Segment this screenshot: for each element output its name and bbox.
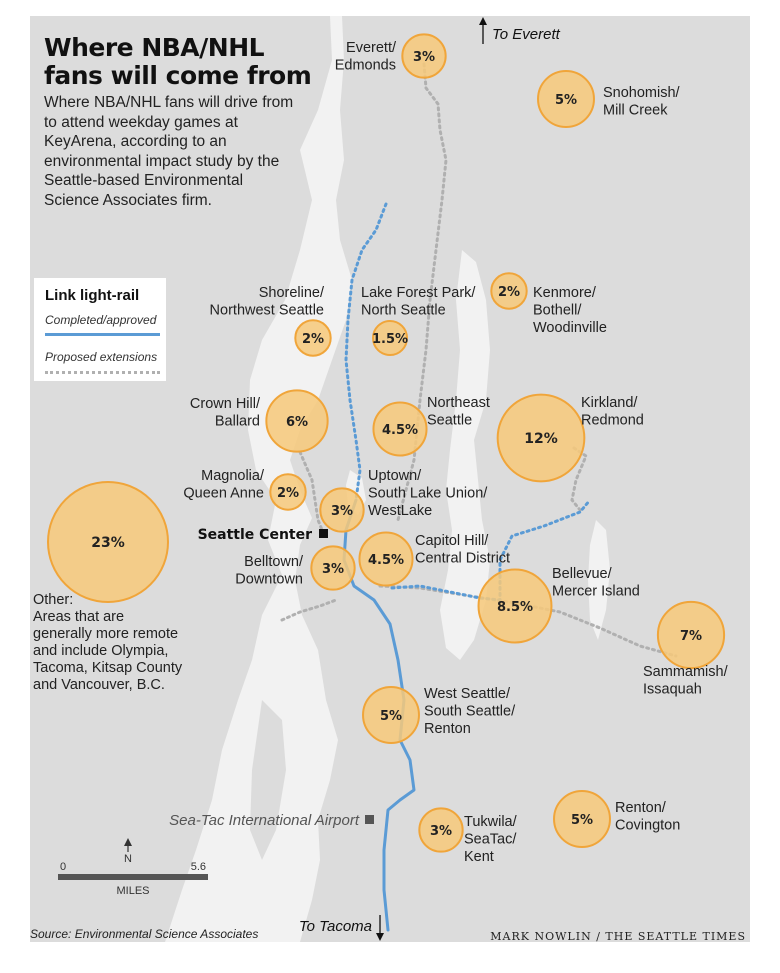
area-label-7: Kirkland/ Redmond xyxy=(581,395,644,429)
credit-line: MARK NOWLIN / THE SEATTLE TIMES xyxy=(490,930,746,943)
legend xyxy=(34,278,166,381)
area-label-12: Belltown/ Downtown xyxy=(235,554,303,588)
bubble-value-17: 5% xyxy=(570,813,594,828)
airport-marker xyxy=(365,815,374,824)
scale-start: 0 xyxy=(60,861,67,873)
airport-label: Sea-Tac International Airport xyxy=(169,812,359,829)
bubble-value-2: 2% xyxy=(301,332,325,347)
area-label-17: Renton/ Covington xyxy=(615,800,681,834)
source-note: Source: Environmental Science Associates xyxy=(30,927,259,941)
bubble-value-9: 3% xyxy=(330,504,354,519)
bubble-value-11: 4.5% xyxy=(367,553,405,568)
bubble-value-10: 23% xyxy=(91,535,125,551)
area-label-0: Everett/ Edmonds xyxy=(334,40,396,74)
scale-bar xyxy=(58,838,208,898)
bubble-value-14: 7% xyxy=(679,629,703,644)
legend-completed-label: Completed/approved xyxy=(45,313,157,327)
area-label-14: Sammamish/ Issaquah xyxy=(643,664,728,698)
north-label: N xyxy=(124,853,132,865)
bubble-value-15: 5% xyxy=(379,709,403,724)
bubble-value-4: 2% xyxy=(497,285,521,300)
scale-bar-segment xyxy=(58,874,208,880)
scale-end: 5.6 xyxy=(190,861,206,873)
bubble-value-8: 2% xyxy=(276,486,300,501)
map-title: Where NBA/NHL fans will come from xyxy=(44,33,312,90)
to-everett-label: To Everett xyxy=(492,26,560,43)
area-label-4: Kenmore/ Bothell/ Woodinville xyxy=(533,285,607,336)
legend-title: Link light-rail xyxy=(45,287,140,304)
seattle-center-marker xyxy=(319,529,328,538)
bubble-value-5: 6% xyxy=(285,415,309,430)
area-label-8: Magnolia/ Queen Anne xyxy=(183,468,264,502)
north-arrow-head xyxy=(124,838,132,846)
bubble-value-0: 3% xyxy=(412,50,436,65)
to-tacoma-label: To Tacoma xyxy=(298,918,372,935)
seattle-center-label: Seattle Center xyxy=(197,527,312,543)
bubble-value-7: 12% xyxy=(524,431,558,447)
area-label-15: West Seattle/ South Seattle/ Renton xyxy=(424,686,516,737)
area-label-1: Snohomish/ Mill Creek xyxy=(603,85,680,119)
bubble-value-1: 5% xyxy=(554,93,578,108)
area-label-9: Uptown/ South Lake Union/ WestLake xyxy=(368,468,488,519)
area-label-6: Northeast Seattle xyxy=(427,395,490,429)
area-label-3: Lake Forest Park/ North Seattle xyxy=(361,285,476,319)
legend-completed-line xyxy=(45,333,160,336)
area-label-11: Capitol Hill/ Central District xyxy=(415,533,511,567)
legend-proposed-label: Proposed extensions xyxy=(45,350,158,364)
bubble-value-12: 3% xyxy=(321,562,345,577)
area-label-13: Bellevue/ Mercer Island xyxy=(552,566,640,600)
bubble-value-16: 3% xyxy=(429,824,453,839)
scale-unit: MILES xyxy=(116,885,150,897)
bubble-value-3: 1.5% xyxy=(371,332,409,347)
bubble-value-13: 8.5% xyxy=(496,600,534,615)
legend-proposed-line xyxy=(45,371,160,374)
bubble-value-6: 4.5% xyxy=(381,423,419,438)
area-label-10: Other: Areas that are generally more remote and include Olympia, Tacoma, Kitsap County and Vancouver, B.C. xyxy=(33,592,183,693)
area-label-16: Tukwila/ SeaTac/ Kent xyxy=(464,814,517,865)
area-label-2: Shoreline/ Northwest Seattle xyxy=(209,285,324,319)
map-subtitle: Where NBA/NHL fans will drive from to attend weekday games at KeyArena, according to an environmental impact study by the Seattle-based Environmental Science Associates firm. xyxy=(44,94,294,209)
area-label-5: Crown Hill/ Ballard xyxy=(189,396,260,430)
